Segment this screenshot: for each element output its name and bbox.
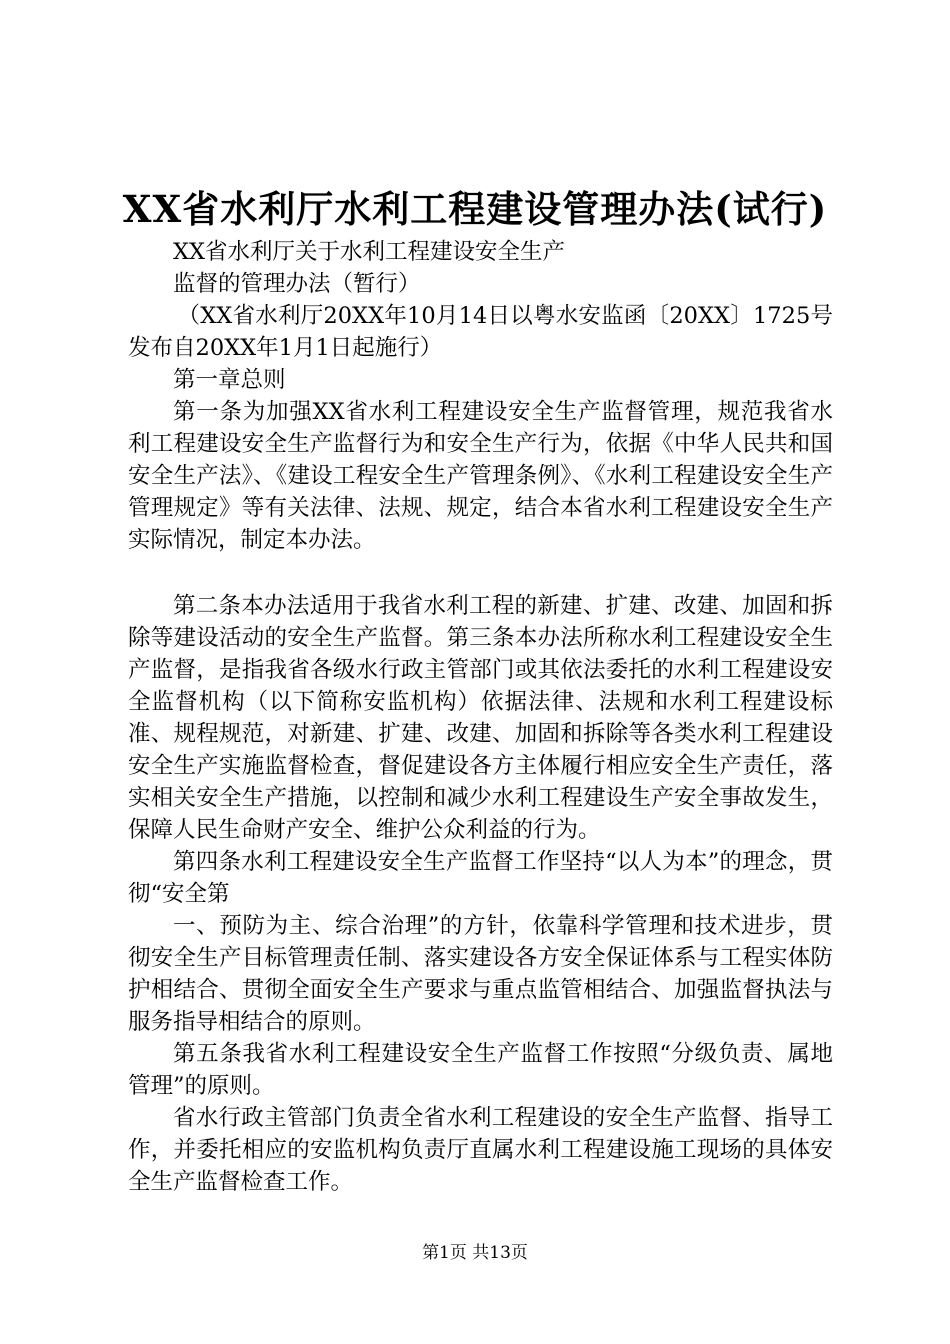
article-5: 第五条我省水利工程建设安全生产监督工作按照“分级负责、属地管理”的原则。 xyxy=(128,1041,833,1099)
issuance-note: （XX省水利厅20XX年10月14日以粤水安监函〔20XX〕1725号发布自20XX年1月1日起施行） xyxy=(128,303,833,361)
article-5-detail: 省水行政主管部门负责全省水利工程建设的安全生产监督、指导工作，并委托相应的安监机构负责厅直属水利工程建设施工现场的具体安全生产监督检查工作。 xyxy=(128,1105,833,1195)
document-body xyxy=(128,236,833,1198)
article-1: 第一条为加强XX省水利工程建设安全生产监督管理，规范我省水利工程建设安全生产监督行为和安全生产行为，依据《中华人民共和国安全生产法》、《建设工程安全生产管理条例》、《水利工程建设安全生产管理规定》等有关法律、法规、规定，结合本省水利工程建设安全生产实际情况，制定本办法。 xyxy=(128,399,833,553)
subtitle-line-1: XX省水利厅关于水利工程建设安全生产 xyxy=(173,239,566,265)
article-4: 第四条水利工程建设安全生产监督工作坚持“以人为本”的理念，贯彻“安全第 xyxy=(128,849,833,907)
document-title: XX省水利厅水利工程建设管理办法(试行) xyxy=(122,187,828,231)
paragraph-gap xyxy=(128,556,833,590)
article-2-3: 第二条本办法适用于我省水利工程的新建、扩建、改建、加固和拆除等建设活动的安全生产监督。第三条本办法所称水利工程建设安全生产监督，是指我省各级水行政主管部门或其依法委托的水利工程建设安全监督机构（以下简称安监机构）依据法律、法规和水利工程建设标准、规程规范，对新建、扩建、改建、加固和拆除等各类水利工程建设安全生产实施监督检查，督促建设各方主体履行相应安全生产责任，落实相关安全生产措施，以控制和减少水利工程建设生产安全事故发生，保障人民生命财产安全、维护公众利益的行为。 xyxy=(128,593,833,843)
article-4-continued: 一、预防为主、综合治理”的方针，依靠科学管理和技术进步，贯彻安全生产目标管理责任制、落实建设各方安全保证体系与工程实体防护相结合、贯彻全面安全生产要求与重点监管相结合、加强监督执法与服务指导相结合的原则。 xyxy=(128,913,833,1035)
subtitle-line-2: 监督的管理办法（暂行） xyxy=(173,271,421,297)
chapter-heading: 第一章总则 xyxy=(173,367,286,393)
page-indicator: 第1页 共13页 xyxy=(422,1243,528,1263)
